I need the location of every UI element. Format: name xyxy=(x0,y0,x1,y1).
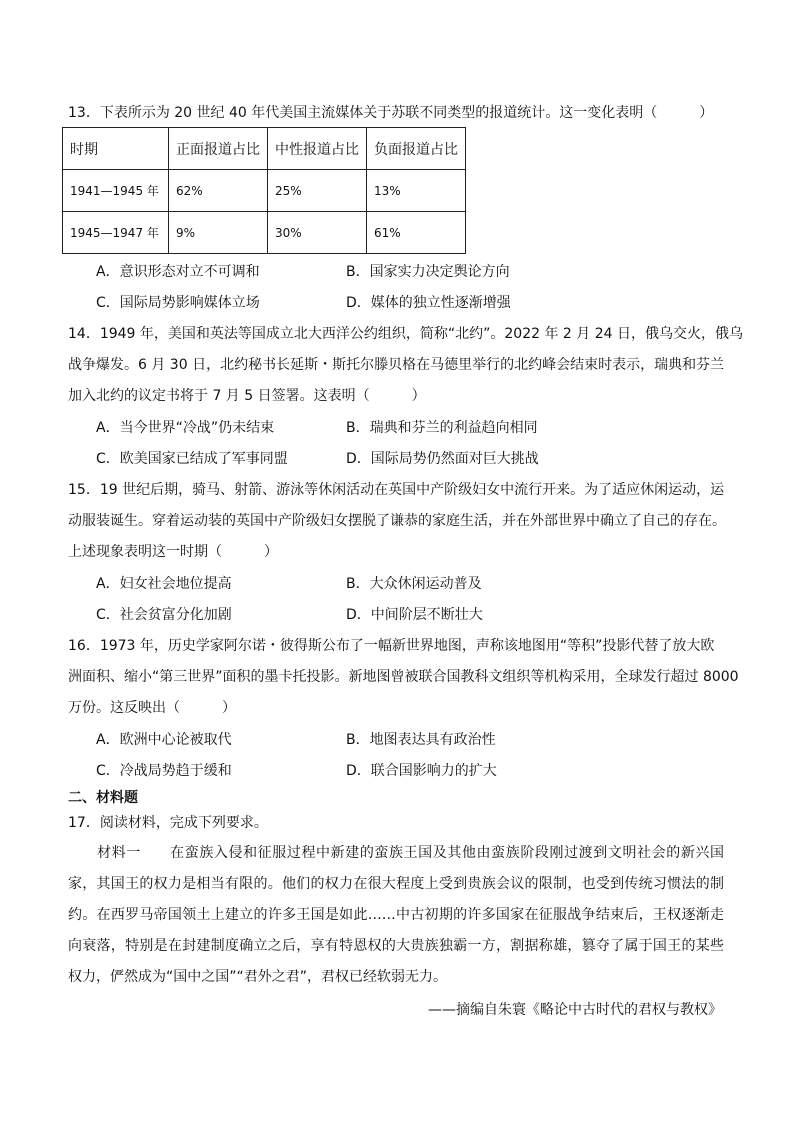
material-source: ——摘编自朱寰《略论中古时代的君权与教权》 xyxy=(428,1002,722,1018)
q13-option-c[interactable]: C．国际局势影响媒体立场 xyxy=(96,295,260,311)
q15-option-d[interactable]: D．中间阶层不断壮大 xyxy=(346,607,483,623)
table-cell: 9% xyxy=(169,212,268,254)
q16-line-1: 16．1973 年，历史学家阿尔诺・彼得斯公布了一幅新世界地图，声称该地图用“等积”投影代替了放大欧 xyxy=(68,638,715,654)
table-cell: 62% xyxy=(169,170,268,212)
q16-option-c[interactable]: C．冷战局势趋于缓和 xyxy=(96,763,232,779)
q16-option-a[interactable]: A．欧洲中心论被取代 xyxy=(96,732,232,748)
q17-material-1: 材料一 在蛮族入侵和征服过程中新建的蛮族王国及其他由蛮族阶段刚过渡到文明社会的新兴国家，其国王的权力是相当有限的。他们的权力在很大程度上受到贵族会议的限制，也受到传统习惯法的制约。在西罗马帝国领土上建立的许多王国是如此……中古初期的许多国家在征服战争结束后，王权逐渐走向衰落，特别是在封建制度确立之后，享有特恩权的大贵族独霸一方，割据称雄，篡夺了属于国王的某些权力，俨然成为“国中之国”“君外之君”，君权已经软弱无力。 xyxy=(68,845,724,985)
table-cell: 13% xyxy=(367,170,466,212)
q13-option-d[interactable]: D．媒体的独立性逐渐增强 xyxy=(346,295,511,311)
table-header-cell: 正面报道占比 xyxy=(169,128,268,170)
q14-option-d[interactable]: D．国际局势仍然面对巨大挑战 xyxy=(346,451,539,467)
table-cell: 25% xyxy=(268,170,367,212)
table-cell: 30% xyxy=(268,212,367,254)
q13-option-a[interactable]: A．意识形态对立不可调和 xyxy=(96,264,260,280)
q16-line-3: 万份。这反映出（ ） xyxy=(68,700,236,716)
q14-line-1: 14．1949 年，美国和英法等国成立北大西洋公约组织，简称“北约”。2022 年 2 月 24 日，俄乌交火，俄乌 xyxy=(68,326,743,342)
section-heading: 二、材料题 xyxy=(68,790,138,806)
q17-stem: 17．阅读材料，完成下列要求。 xyxy=(68,815,268,831)
q14-option-b[interactable]: B．瑞典和芬兰的利益趋向相同 xyxy=(346,420,538,436)
q15-line-1: 15．19 世纪后期，骑马、射箭、游泳等休闲活动在英国中产阶级妇女中流行开来。为了适应休闲运动，运 xyxy=(68,482,725,498)
q14-line-2: 战争爆发。6 月 30 日，北约秘书长延斯・斯托尔滕贝格在马德里举行的北约峰会结束时表示，瑞典和芬兰 xyxy=(68,357,725,373)
q14-option-c[interactable]: C．欧美国家已结成了军事同盟 xyxy=(96,451,288,467)
table-cell: 1945—1947 年 xyxy=(63,212,169,254)
table-cell: 1941—1945 年 xyxy=(63,170,169,212)
q15-line-3: 上述现象表明这一时期（ ） xyxy=(68,544,278,560)
table-row xyxy=(63,212,466,254)
media-report-table xyxy=(62,127,466,254)
table-header-cell: 中性报道占比 xyxy=(268,128,367,170)
q15-line-2: 动服装诞生。穿着运动装的英国中产阶级妇女摆脱了谦恭的家庭生活，并在外部世界中确立了自己的存在。 xyxy=(68,513,726,529)
q16-line-2: 洲面积、缩小“第三世界”面积的墨卡托投影。新地图曾被联合国教科文组织等机构采用，全球发行超过 8000 xyxy=(68,669,739,685)
q14-line-3: 加入北约的议定书将于 7 月 5 日签署。这表明（ ） xyxy=(68,388,426,404)
q13-option-b[interactable]: B．国家实力决定舆论方向 xyxy=(346,264,510,280)
table-header-cell: 时期 xyxy=(63,128,169,170)
table-cell: 61% xyxy=(367,212,466,254)
q15-option-c[interactable]: C．社会贫富分化加剧 xyxy=(96,607,232,623)
q14-option-a[interactable]: A．当今世界“冷战”仍未结束 xyxy=(96,420,275,436)
table-header-row xyxy=(63,128,466,170)
q15-option-b[interactable]: B．大众休闲运动普及 xyxy=(346,576,482,592)
q16-option-d[interactable]: D．联合国影响力的扩大 xyxy=(346,763,497,779)
table-row xyxy=(63,170,466,212)
q15-option-a[interactable]: A．妇女社会地位提高 xyxy=(96,576,232,592)
table-header-cell: 负面报道占比 xyxy=(367,128,466,170)
q13-stem: 13．下表所示为 20 世纪 40 年代美国主流媒体关于苏联不同类型的报道统计。这一变化表明（ ） xyxy=(68,105,714,121)
q16-option-b[interactable]: B．地图表达具有政治性 xyxy=(346,732,496,748)
